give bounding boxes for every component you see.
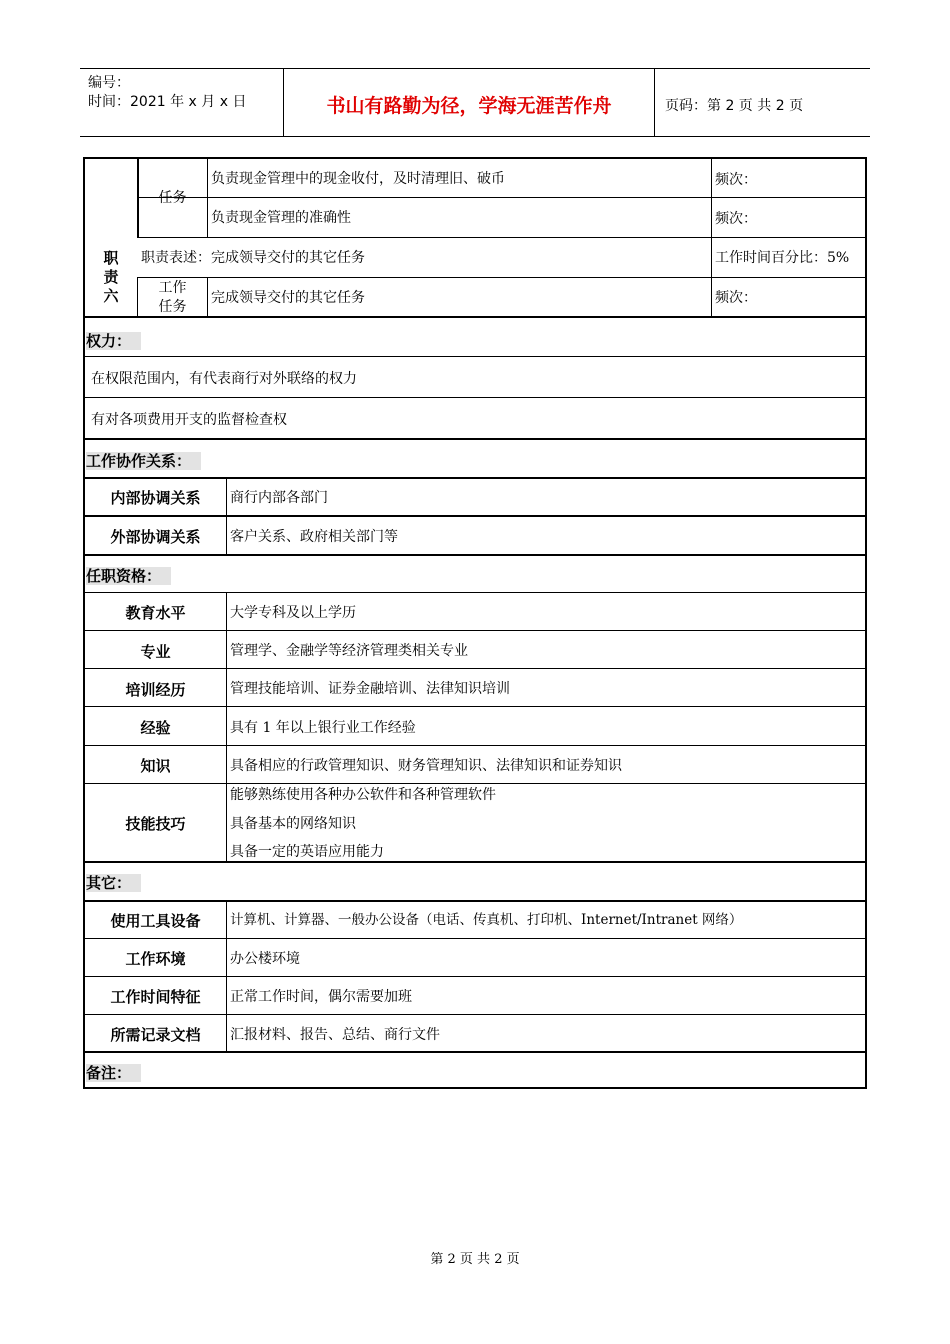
divider	[85, 976, 867, 977]
motto: 书山有路勤为径，学海无涯苦作舟	[326, 95, 612, 117]
external-coordination-value: 客户关系、政府相关部门等	[230, 529, 398, 545]
section-title-remarks: 备注：	[86, 1064, 141, 1082]
experience-label: 经验	[140, 719, 171, 737]
section-title-cooperation: 工作协作关系：	[86, 452, 201, 470]
internal-coordination-value: 商行内部各部门	[230, 490, 328, 506]
work-time-percent: 工作时间百分比：5%	[715, 250, 850, 266]
external-coordination-label: 外部协调关系	[110, 528, 201, 546]
authority-item: 在权限范围内，有代表商行对外联络的权力	[91, 371, 357, 387]
divider	[85, 397, 867, 398]
section-title-authority: 权力：	[86, 332, 141, 350]
internal-coordination-label: 内部协调关系	[110, 489, 201, 507]
divider	[85, 861, 867, 863]
divider	[226, 477, 227, 555]
page-footer: 第 2 页 共 2 页	[430, 1252, 520, 1267]
authority-item: 有对各项费用开支的监督检查权	[91, 412, 287, 428]
divider	[85, 592, 867, 593]
skills-line: 能够熟练使用各种办公软件和各种管理软件	[230, 787, 496, 803]
header-page-cell	[655, 69, 870, 136]
training-label: 培训经历	[125, 681, 186, 699]
section-title-other: 其它：	[86, 874, 141, 892]
environment-value: 办公楼环境	[230, 951, 300, 967]
knowledge-label: 知识	[140, 757, 171, 775]
training-value: 管理技能培训、证券金融培训、法律知识培训	[230, 681, 510, 697]
page-header	[80, 68, 870, 137]
task-frequency: 频次：	[715, 290, 757, 306]
task-frequency: 频次：	[715, 172, 757, 188]
environment-label: 工作环境	[125, 950, 186, 968]
major-value: 管理学、金融学等经济管理类相关专业	[230, 643, 468, 659]
knowledge-value: 具备相应的行政管理知识、财务管理知识、法律知识和证券知识	[230, 758, 622, 774]
tools-value: 计算机、计算器、一般办公设备（电话、传真机、打印机、Internet/Intranet 网络）	[230, 912, 743, 928]
divider	[85, 438, 867, 440]
education-value: 大学专科及以上学历	[230, 605, 356, 621]
major-label: 专业	[140, 643, 171, 661]
documents-value: 汇报材料、报告、总结、商行文件	[230, 1027, 440, 1043]
skills-line: 具备一定的英语应用能力	[230, 844, 384, 860]
task-frequency: 频次：	[715, 211, 757, 227]
divider	[85, 630, 867, 631]
duty-six-label: 职 责 六	[103, 249, 119, 305]
task-label: 工作	[158, 280, 187, 296]
task-text: 负责现金管理的准确性	[211, 210, 351, 226]
divider	[711, 159, 712, 317]
divider	[138, 277, 867, 278]
divider	[85, 1014, 867, 1015]
divider	[85, 356, 867, 357]
divider	[85, 938, 867, 939]
divider	[85, 745, 867, 746]
task-label: 任务	[158, 190, 187, 206]
divider	[85, 515, 867, 517]
education-label: 教育水平	[125, 604, 186, 622]
work-time-label: 工作时间特征	[110, 988, 201, 1006]
document-number: 编号：	[88, 75, 130, 91]
skills-label: 技能技巧	[125, 815, 186, 833]
experience-value: 具有 1 年以上银行业工作经验	[230, 720, 416, 736]
task-text: 负责现金管理中的现金收付，及时清理旧、破币	[211, 171, 505, 187]
duty-statement: 职责表述：完成领导交付的其它任务	[141, 250, 365, 266]
divider	[138, 237, 867, 238]
divider	[85, 668, 867, 669]
divider	[207, 159, 208, 238]
divider	[226, 900, 227, 1052]
divider	[207, 277, 208, 317]
documents-label: 所需记录文档	[110, 1026, 201, 1044]
divider	[85, 706, 867, 707]
job-description-form	[83, 157, 867, 1089]
tools-label: 使用工具设备	[110, 912, 201, 930]
divider	[138, 197, 867, 198]
divider	[85, 900, 867, 902]
divider	[85, 783, 867, 784]
document-date: 时间：2021 年 x 月 x 日	[88, 94, 247, 110]
divider	[85, 316, 867, 318]
divider	[226, 592, 227, 862]
work-time-value: 正常工作时间，偶尔需要加班	[230, 989, 412, 1005]
divider	[85, 1051, 867, 1053]
page-number: 页码：第 2 页 共 2 页	[665, 98, 804, 114]
section-title-qualification: 任职资格：	[86, 567, 171, 585]
divider	[85, 477, 867, 479]
header-motto-cell	[284, 69, 655, 136]
header-info-cell	[80, 69, 284, 136]
skills-line: 具备基本的网络知识	[230, 816, 356, 832]
divider	[85, 554, 867, 556]
task-text: 完成领导交付的其它任务	[211, 290, 365, 306]
task-label: 任务	[158, 299, 187, 315]
